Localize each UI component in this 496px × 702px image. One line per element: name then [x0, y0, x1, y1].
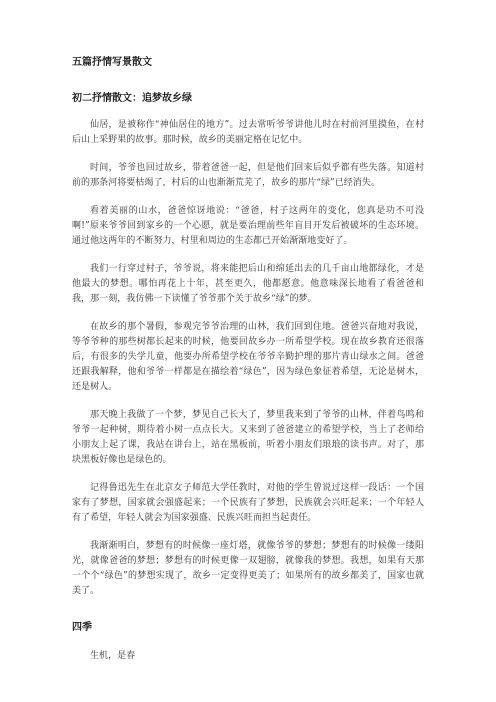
paragraph-5: 在故乡的那个暑假，参观完爷爷治理的山林，我们回到住地。爸爸兴奋地对我说，等爷爷种的那些树都长起来的时候，他要回故乡办一所希望学校。现在故乡教育还很落后，有很多的失学儿童，他要办所希望学校在爷爷辛勤护理的那片青山绿水之间。爸爸还跟我解释，他和爷爷一样都是在描绘着“绿色”，因为绿色象征着希望，无论是树木，还是树人。	[72, 322, 424, 392]
document-title: 五篇抒情写景散文	[72, 57, 152, 68]
paragraph-3: 看着美丽的山水，爸爸惊讶地说：“爸爸，村子这两年的变化，您真是功不可没啊!”原来爷爷回到家乡的一个心愿，就是要治理前些年盲目开发后被破坏的生态环境。通过他这两年的不断努力，村里和周边的生态都已开始渐渐地变好了。	[72, 206, 424, 246]
paragraph-2: 时间，爷爷也回过故乡，带着爸爸一起，但是他们回来后似乎都有些失落。知道村前的那条河将要枯竭了，村后的山也渐渐荒芜了，故乡的那片“绿”已经消失。	[72, 163, 424, 188]
paragraph-4: 我们一行穿过村子，爷爷说，将来能把后山和绵延出去的几千亩山地都绿化，才是他最大的梦想。哪怕再花上十年，甚至更久，他都愿意。他意味深长地看了看爸爸和我，那一刻，我仿佛一下读懂了爷爷那个关于故乡“绿”的梦。	[72, 264, 424, 304]
paragraph-seasons-1: 生机，是春	[90, 651, 136, 661]
paragraph-8: 我渐渐明白，梦想有的时候像一座灯塔，就像爷爷的梦想；梦想有的时候像一缕阳光，就像爸爸的梦想；梦想有的时候更像一双翅膀，就像我的梦想。我想，如果有天那一个个“绿色”的梦想实现了，故乡一定变得更美了；如果所有的故乡都美了，国家也就美了。	[72, 541, 424, 596]
section-title-seasons: 四季	[72, 622, 92, 633]
paragraph-6: 那天晚上我做了一个梦，梦见自己长大了，梦里我来到了爷爷的山林，伴着鸟鸣和爷爷一起种树，期待着小树一点点长大。又来到了爸爸建立的希望学校，当上了老师给小朋友上起了课，我站在讲台上，站在黑板前，听着小朋友们琅琅的读书声。对了，那块黑板好像也是绿色的。	[72, 410, 424, 465]
paragraph-1: 仙居，是被称作“神仙居住的地方”。过去常听爷爷讲他儿时在村前河里摸鱼，在村后山上采野果的故事。那时候，故乡的美丽定格在记忆中。	[72, 120, 424, 145]
paragraph-7: 记得鲁迅先生在北京女子师范大学任教时，对他的学生曾说过这样一段话：一个国家有了梦想，国家就会强盛起来；一个民族有了梦想，民族就会兴旺起来；一个年轻人有了希望，年轻人就会为国家强盛、民族兴旺而担当起责任。	[72, 483, 424, 523]
section-title-essay: 初二抒情散文：追梦故乡绿	[72, 93, 192, 104]
